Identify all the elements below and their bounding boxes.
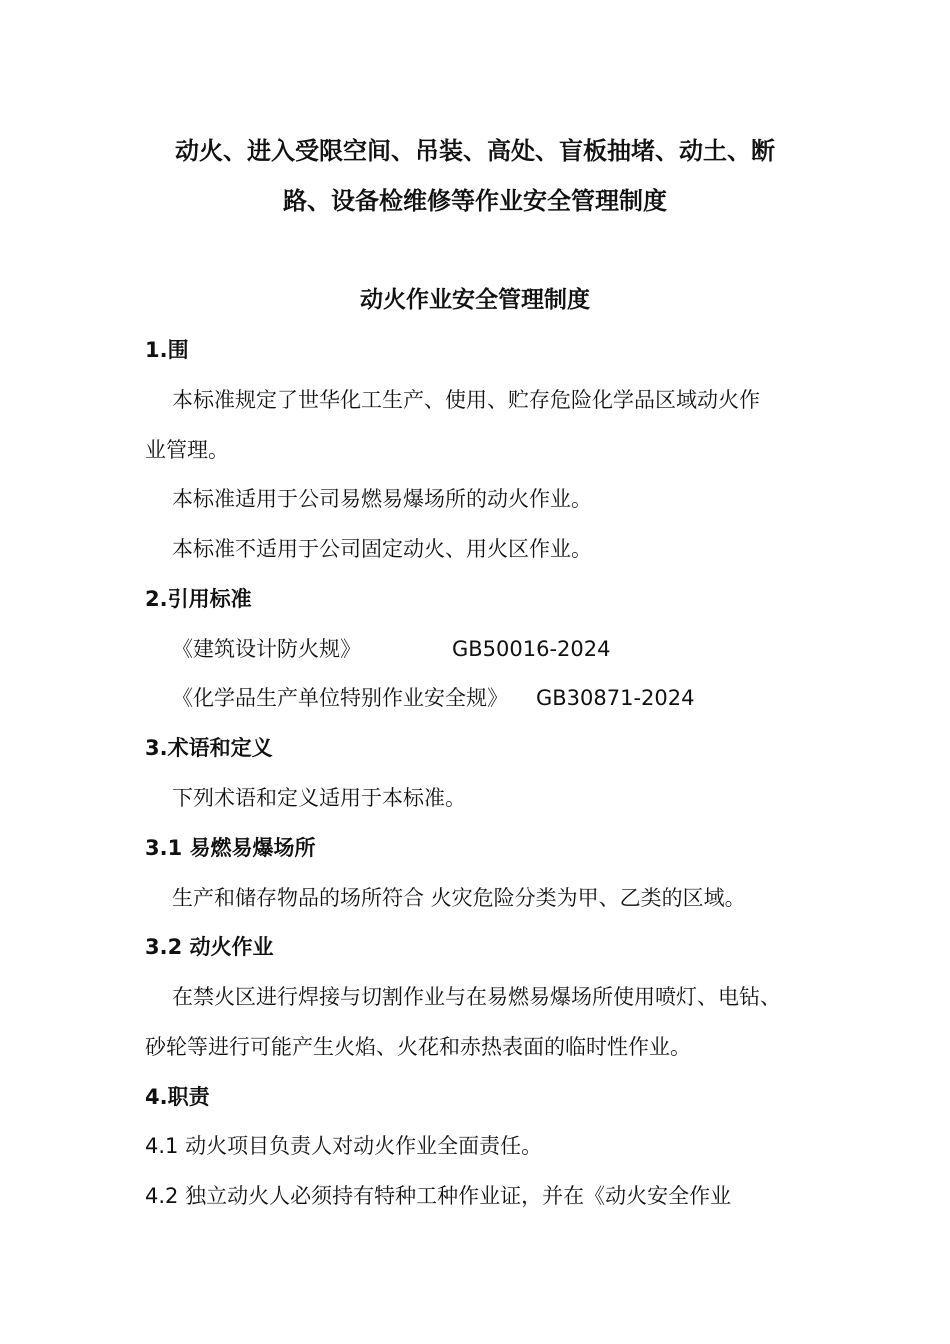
section-3-1-heading: 3.1 易燃易爆场所 [145, 836, 316, 860]
section-2-heading: 2.引用标准 [145, 587, 252, 611]
section-3-2-paragraph-line-1: 在禁火区进行焊接与切割作业与在易燃易爆场所使用喷灯、电钻、 [172, 985, 781, 1009]
section-4-heading: 4.职责 [145, 1085, 210, 1109]
section-4-1: 4.1 动火项目负责人对动火作业全面责任。 [145, 1134, 543, 1158]
document-title-line-1: 动火、进入受限空间、吊装、高处、盲板抽堵、动土、断 [175, 137, 775, 165]
section-3-paragraph-1: 下列术语和定义适用于本标准。 [172, 786, 466, 810]
reference-1-title: 《建筑设计防火规》 [172, 637, 361, 661]
document-title-line-2: 路、设备检维修等作业安全管理制度 [283, 187, 667, 215]
section-subtitle: 动火作业安全管理制度 [360, 287, 590, 313]
section-1-paragraph-2: 本标准适用于公司易燃易爆场所的动火作业。 [172, 487, 592, 511]
section-3-2-heading: 3.2 动火作业 [145, 935, 274, 959]
section-1-paragraph-3: 本标准不适用于公司固定动火、用火区作业。 [172, 537, 592, 561]
reference-2 [172, 683, 862, 713]
section-3-1-paragraph: 生产和储存物品的场所符合 火灾危险分类为甲、乙类的区域。 [172, 886, 746, 910]
section-1-paragraph-1-line-2: 业管理。 [145, 438, 229, 462]
section-3-heading: 3.术语和定义 [145, 736, 273, 760]
reference-1-code: GB50016-2024 [452, 637, 611, 661]
section-1-heading: 1.围 [145, 338, 189, 362]
reference-2-code: GB30871-2024 [536, 686, 695, 710]
reference-1 [172, 634, 862, 664]
section-4-2: 4.2 独立动火人必须持有特种工种作业证，并在《动火安全作业 [145, 1184, 732, 1208]
section-3-2-paragraph-line-2: 砂轮等进行可能产生火焰、火花和赤热表面的临时性作业。 [145, 1035, 691, 1059]
document-title [120, 126, 830, 226]
reference-2-title: 《化学品生产单位特别作业安全规》 [172, 686, 508, 710]
section-1-paragraph-1-line-1: 本标准规定了世华化工生产、使用、贮存危险化学品区域动火作 [172, 388, 760, 412]
